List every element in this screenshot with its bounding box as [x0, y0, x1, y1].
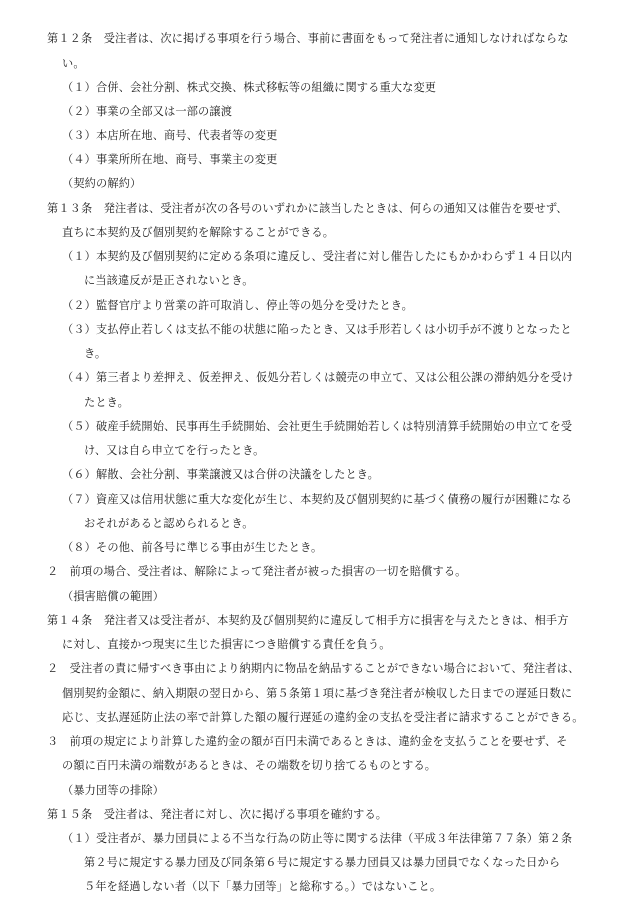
article-14-heading: 第１４条 発注者又は受注者が、本契約及び個別契約に違反して相手方に損害を与えたときは、相手方 [47, 614, 569, 627]
article-12-item-4: （４）事業所所在地、商号、事業主の変更 [62, 153, 278, 166]
article-12-heading-cont: い。 [62, 57, 85, 70]
article-13-item-1: （１）本契約及び個別契約に定める条項に違反し、受注者に対し催告したにもかかわらず１４日以内 [62, 250, 573, 263]
section-caption-damages: （損害賠償の範囲） [62, 590, 165, 603]
article-12-heading: 第１２条 受注者は、次に掲げる事項を行う場合、事前に書面をもって発注者に通知しなければならな [47, 32, 569, 45]
article-13-item-7: （７）資産又は信用状態に重大な変化が生じ、本契約及び個別契約に基づく債務の履行が困難になる [62, 493, 573, 506]
section-caption-antisocial: （暴力団等の排除） [62, 784, 165, 797]
article-13-item-6: （６）解散、会社分割、事業譲渡又は合併の決議をしたとき。 [62, 468, 380, 481]
article-14-para-3: ３ 前項の規定により計算した違約金の額が百円未満であるときは、違約金を支払うことを要せず、そ [47, 735, 568, 748]
article-14-heading-cont: に対し、直接かつ現実に生じた損害につき賠償する責任を負う。 [62, 638, 391, 651]
article-14-para-2: ２ 受注者の責に帰すべき事由により納期内に物品を納品することができない場合において、発注者は、 [47, 662, 580, 675]
article-15-item-1-cont-2: ５年を経過しない者（以下「暴力団等」と総称する。）ではないこと。 [84, 880, 442, 893]
article-13-para-2: ２ 前項の場合、受注者は、解除によって発注者が被った損害の一切を賠償する。 [47, 565, 467, 578]
article-14-para-2-cont-2: 応じ、支払遅延防止法の率で計算した額の履行遅延の違約金の支払を受注者に請求することができる。 [62, 711, 584, 724]
article-13-item-3-cont: き。 [84, 347, 107, 360]
article-15-item-1-cont-1: 第２号に規定する暴力団及び同条第６号に規定する暴力団員又は暴力団員でなくなった日から [84, 856, 561, 869]
article-15-heading: 第１５条 受注者は、発注者に対し、次に掲げる事項を確約する。 [47, 808, 388, 821]
article-13-item-4-cont: たとき。 [84, 396, 129, 409]
article-13-heading-cont: 直ちに本契約及び個別契約を解除することができる。 [62, 226, 335, 239]
article-13-item-3: （３）支払停止若しくは支払不能の状態に陥ったとき、又は手形若しくは小切手が不渡りとなったと [62, 323, 572, 336]
article-14-para-3-cont: の額に百円未満の端数があるときは、その端数を切り捨てるものとする。 [62, 759, 437, 772]
article-13-item-5-cont: け、又は自ら申立てを行ったとき。 [84, 444, 265, 457]
article-15-item-1: （１）受注者が、暴力団員による不当な行為の防止等に関する法律（平成３年法律第７７条）第２条 [62, 832, 573, 845]
article-13-item-8: （８）その他、前各号に準じる事由が生じたとき。 [62, 541, 323, 554]
article-13-item-4: （４）第三者より差押え、仮差押え、仮処分若しくは競売の申立て、又は公租公課の滞納処分を受け [62, 371, 574, 384]
article-13-item-5: （５）破産手続開始、民事再生手続開始、会社更生手続開始若しくは特別清算手続開始の申立てを受 [62, 420, 573, 433]
article-12-item-3: （３）本店所在地、商号、代表者等の変更 [62, 129, 278, 142]
article-12-item-1: （１）合併、会社分割、株式交換、株式移転等の組織に関する重大な変更 [62, 81, 437, 94]
article-14-para-2-cont-1: 個別契約金額に、納入期限の翌日から、第５条第１項に基づき発注者が検収した日までの遅延日数に [62, 687, 573, 700]
article-13-heading: 第１３条 発注者は、受注者が次の各号のいずれかに該当したときは、何らの通知又は催告を要せず、 [47, 202, 568, 215]
section-caption-cancellation: （契約の解約） [62, 177, 142, 190]
article-12-item-2: （２）事業の全部又は一部の譲渡 [62, 105, 233, 118]
article-13-item-2: （２）監督官庁より営業の許可取消し、停止等の処分を受けたとき。 [62, 299, 414, 312]
article-13-item-1-cont: に当該違反が是正されないとき。 [84, 274, 254, 287]
article-13-item-7-cont: おそれがあると認められるとき。 [84, 517, 254, 530]
